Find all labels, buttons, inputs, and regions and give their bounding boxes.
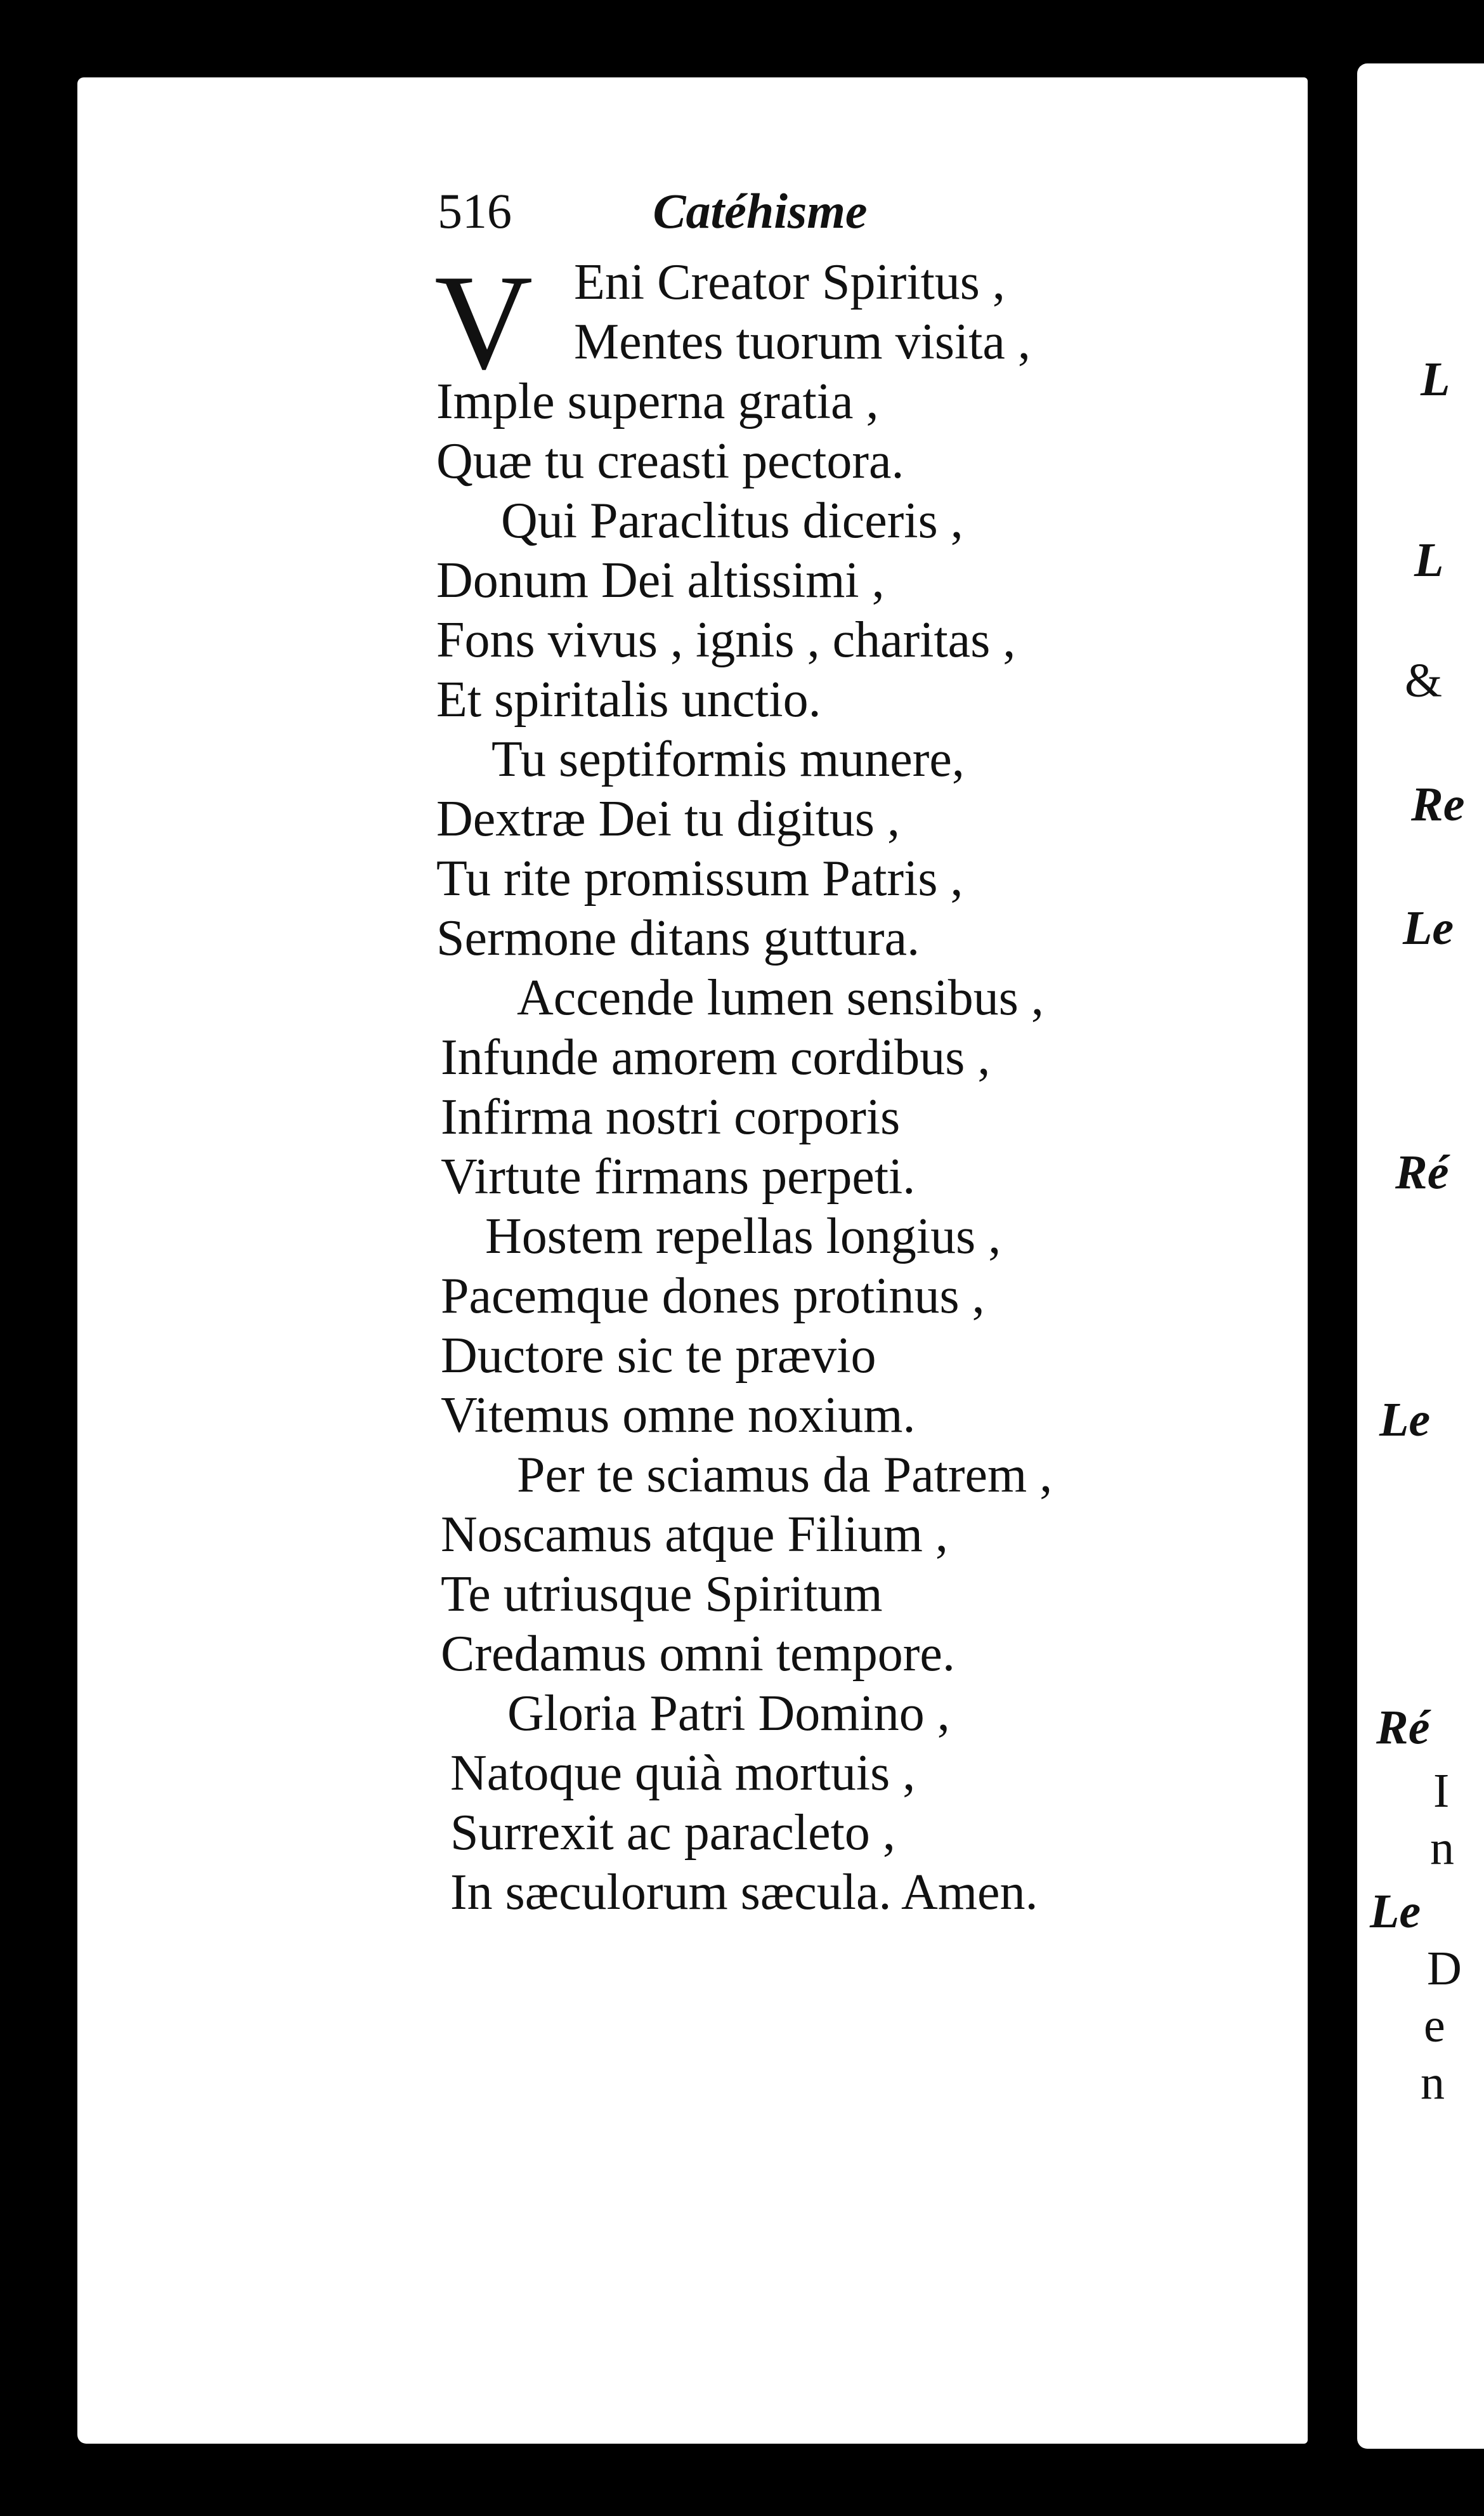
- right-fragment: n: [1430, 1821, 1454, 1875]
- verse-line: Natoque quià mortuis ,: [450, 1745, 916, 1801]
- verse-line: In sæculorum sæcula. Amen.: [450, 1864, 1038, 1920]
- right-fragment: e: [1424, 1999, 1445, 2052]
- right-fragment: n: [1421, 2056, 1445, 2109]
- page-header: [438, 183, 868, 240]
- verse-line: Dextræ Dei tu digitus ,: [436, 791, 901, 847]
- verse-line: Ductore sic te prævio: [441, 1328, 876, 1384]
- right-fragment: Le: [1403, 901, 1454, 955]
- right-fragment: Ré: [1376, 1701, 1430, 1754]
- verse-line: Sermone ditans guttura.: [436, 910, 920, 966]
- verse-line: Noscamus atque Filium ,: [441, 1507, 948, 1563]
- verse-line: Tu septiformis munere,: [491, 731, 965, 787]
- verse-line: Eni Creator Spiritus ,: [574, 254, 1005, 310]
- verse-line: Infunde amorem cordibus ,: [441, 1030, 991, 1085]
- verse-line: Te utriusque Spiritum: [441, 1566, 883, 1622]
- right-fragment: L: [1421, 353, 1450, 406]
- right-fragment: Le: [1370, 1885, 1421, 1938]
- page-number: 516: [438, 183, 512, 239]
- verse-line: Fons vivus , ignis , charitas ,: [436, 612, 1016, 668]
- verse-line: Quæ tu creasti pectora.: [436, 433, 904, 489]
- verse-line: Hostem repellas longius ,: [485, 1209, 1001, 1264]
- verse-line: Credamus omni tempore.: [441, 1626, 955, 1682]
- verse-line: Infirma nostri corporis: [441, 1089, 901, 1145]
- right-fragment: Ré: [1395, 1146, 1449, 1199]
- verse-line: Imple superna gratia ,: [436, 374, 879, 429]
- verse-line: Accende lumen sensibus ,: [517, 970, 1044, 1026]
- verse-line: Vitemus omne noxium.: [441, 1387, 916, 1443]
- verse-line: Qui Paraclitus diceris ,: [501, 493, 963, 549]
- right-fragment: I: [1433, 1764, 1450, 1818]
- right-fragment: &: [1405, 654, 1443, 707]
- right-fragment: Le: [1379, 1393, 1431, 1446]
- verse-line: Donum Dei altissimi ,: [436, 553, 885, 608]
- verse-line: Per te sciamus da Patrem ,: [517, 1447, 1053, 1503]
- verse-line: Virtute firmans perpeti.: [441, 1149, 916, 1205]
- verse-line: Gloria Patri Domino ,: [507, 1686, 950, 1741]
- drop-cap: V: [434, 246, 533, 398]
- verse-line: Surrexit ac paracleto ,: [450, 1805, 895, 1861]
- verse-line: Pacemque dones protinus ,: [441, 1268, 985, 1324]
- right-fragment: D: [1427, 1942, 1462, 1995]
- verse-line: Mentes tuorum visita ,: [574, 314, 1031, 370]
- verse-line: Tu rite promissum Patris ,: [436, 851, 963, 907]
- right-fragment: Re: [1411, 778, 1465, 831]
- right-fragment: L: [1414, 534, 1444, 587]
- verse-line: Et spiritalis unctio.: [436, 672, 821, 728]
- running-title: Catéhisme: [653, 183, 868, 239]
